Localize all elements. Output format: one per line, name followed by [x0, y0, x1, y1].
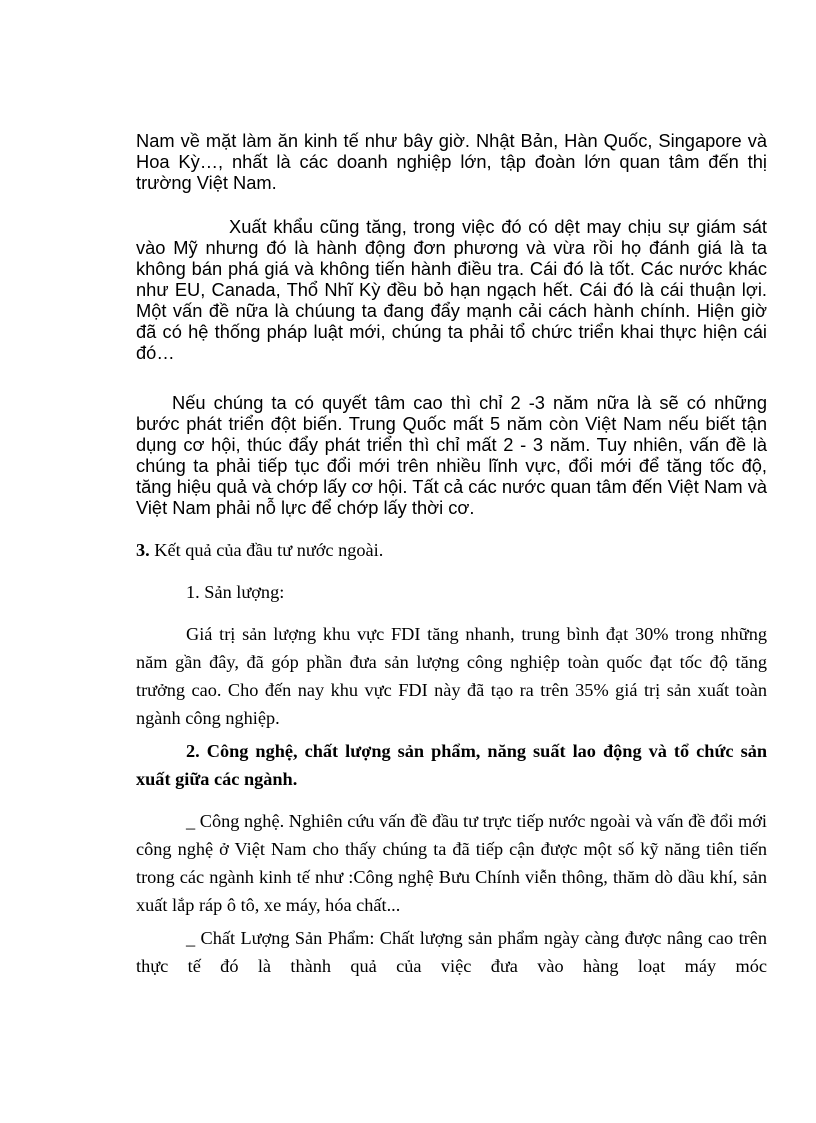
section-number: 3.: [136, 540, 150, 560]
subsection-heading-output: 1. Sản lượng:: [186, 582, 285, 602]
paragraph-technology: _ Công nghệ. Nghiên cứu vấn đề đầu tư trực tiếp nước ngoài và vấn đề đổi mới công nghệ ở Việt Nam cho thấy chúng ta đã tiếp cận được một số kỹ năng tiên tiến trong các ngành kinh tế như :Công nghệ Bưu Chính viễn thông, thăm dò dầu khí, sản xuất lắp ráp ô tô, xe máy, hóa chất...: [136, 811, 767, 915]
subsection-heading-technology: 2. Công nghệ, chất lượng sản phẩm, năng suất lao động và tổ chức sản xuất giữa các ngành.: [136, 741, 767, 789]
paragraph-exports: Xuất khẩu cũng tăng, trong việc đó có dệt may chịu sự giám sát vào Mỹ nhưng đó là hành động đơn phương và vừa rồi họ đánh giá là ta không bán phá giá và không tiến hành điều tra. Cái đó là tốt. Các nước khác như EU, Canada, Thổ Nhĩ Kỳ đều bỏ hạn ngạch hết. Cái đó là cái thuận lợi. Một vấn đề nữa là chúung ta đang đẩy mạnh cải cách hành chính. Hiện giờ đã có hệ thống pháp luật mới, chúng ta phải tổ chức triển khai thực hiện cái đó…: [136, 216, 767, 363]
section-title: Kết quả của đầu tư nước ngoài.: [154, 540, 384, 560]
paragraph-product-quality: _ Chất Lượng Sản Phẩm: Chất lượng sản phẩm ngày càng được nâng cao trên thực tế đó là thành quả của việc đưa vào hàng loạt máy móc: [136, 928, 767, 976]
paragraph-output: Giá trị sản lượng khu vực FDI tăng nhanh, trung bình đạt 30% trong những năm gần đây, đã góp phần đưa sản lượng công nghiệp toàn quốc đạt tốc độ tăng trưởng cao. Cho đến nay khu vực FDI này đã tạo ra trên 35% giá trị sản xuất toàn ngành công nghiệp.: [136, 624, 767, 728]
section-heading: [136, 536, 767, 564]
paragraph-intro: Nam về mặt làm ăn kinh tế như bây giờ. Nhật Bản, Hàn Quốc, Singapore và Hoa Kỳ…, nhất là các doanh nghiệp lớn, tập đoàn lớn quan tâm đến thị trường Việt Nam.: [136, 130, 767, 193]
paragraph-outlook: Nếu chúng ta có quyết tâm cao thì chỉ 2 -3 năm nữa là sẽ có những bước phát triển đột biến. Trung Quốc mất 5 năm còn Việt Nam nếu biết tận dụng cơ hội, thúc đẩy phát triển thì chỉ mất 2 - 3 năm. Tuy nhiên, vấn đề là chúng ta phải tiếp tục đổi mới trên nhiều lĩnh vực, đổi mới để tăng tốc độ, tăng hiệu quả và chớp lấy cơ hội. Tất cả các nước quan tâm đến Việt Nam và Việt Nam phải nỗ lực để chớp lấy thời cơ.: [136, 392, 767, 518]
